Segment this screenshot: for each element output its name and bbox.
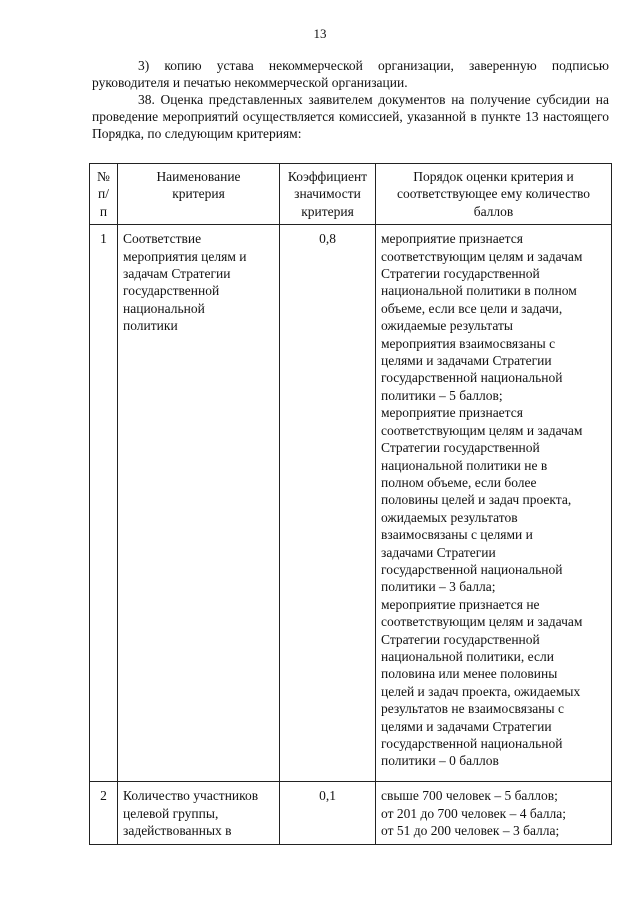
cell-desc-line: соответствующим целям и задачам	[381, 422, 583, 438]
cell-desc-line: Стратегии государственной	[381, 440, 540, 456]
cell-desc-line: мероприятие признается	[381, 405, 523, 421]
cell-desc-line: от 51 до 200 человек – 3 балла;	[381, 823, 560, 839]
cell-name-line: мероприятия целям и	[123, 248, 247, 264]
cell-desc-line: государственной национальной	[381, 561, 563, 577]
cell-desc-line: целями и задачами Стратегии	[381, 353, 552, 369]
header-num	[90, 164, 118, 225]
cell-name-line: задачам Стратегии	[123, 266, 231, 282]
cell-name	[118, 782, 280, 845]
cell-desc-line: национальной политики не в	[381, 457, 548, 473]
paragraph-38: 38. Оценка представленных заявителем документов на получение субсидии на проведение мероприятий осуществляется комиссией, указанной в пункте 13 настоящего Порядка, по следующим критериям:	[92, 92, 609, 141]
header-desc-line: соответствующее ему количество	[396, 186, 591, 202]
cell-desc-line: свыше 700 человек – 5 баллов;	[381, 788, 558, 804]
criteria-table	[89, 163, 612, 845]
cell-name-line: целевой группы,	[123, 805, 219, 821]
cell-desc-line: половина или менее половины	[381, 666, 558, 682]
cell-desc-line: политики – 3 балла;	[381, 579, 496, 595]
cell-desc-line: политики – 5 баллов;	[381, 387, 503, 403]
cell-desc-line: полном объеме, если более	[381, 474, 537, 490]
header-name	[118, 164, 280, 225]
body-text	[92, 57, 609, 142]
table-row	[90, 225, 612, 782]
cell-desc-line: от 201 до 700 человек – 4 балла;	[381, 805, 567, 821]
cell-desc-line: национальной политики, если	[381, 648, 554, 664]
cell-name-line: Количество участников	[123, 788, 259, 804]
cell-desc-line: соответствующим целям и задачам	[381, 248, 583, 264]
header-desc-line: Порядок оценки критерия и	[413, 169, 574, 184]
cell-num: 1	[90, 225, 118, 782]
header-desc-line: баллов	[473, 203, 514, 219]
header-coef-line: Коэффициент	[287, 169, 368, 184]
cell-desc-line: взаимосвязаны с целями и	[381, 527, 533, 543]
page-number: 13	[313, 26, 327, 41]
header-desc	[376, 164, 612, 225]
cell-name-line: Соответствие	[123, 231, 202, 247]
cell-desc-line: национальной политики в полном	[381, 283, 577, 299]
table-header-row	[90, 164, 612, 225]
cell-desc	[376, 225, 612, 782]
cell-desc-line: задачами Стратегии	[381, 544, 496, 560]
cell-desc-line: ожидаемых результатов	[381, 509, 518, 525]
header-name-line: Наименование	[156, 169, 241, 184]
cell-desc-line: объеме, если все цели и задачи,	[381, 300, 563, 316]
table-row	[90, 782, 612, 845]
header-coef	[280, 164, 376, 225]
cell-desc-line: результатов не взаимосвязаны с	[381, 701, 564, 717]
cell-name	[118, 225, 280, 782]
cell-desc-line: мероприятия взаимосвязаны с	[381, 335, 556, 351]
cell-desc-line: Стратегии государственной	[381, 631, 540, 647]
cell-desc-line: ожидаемые результаты	[381, 318, 513, 334]
cell-name-line: национальной	[123, 300, 205, 316]
header-num-line: п/п	[98, 186, 109, 219]
cell-desc-line: половины целей и задач проекта,	[381, 492, 572, 508]
cell-name-line: политики	[123, 318, 178, 334]
cell-coef: 0,8	[280, 225, 376, 782]
cell-name-line: задействованных в	[123, 823, 232, 839]
cell-desc-line: политики – 0 баллов	[381, 753, 499, 769]
cell-desc-line: целями и задачами Стратегии	[381, 718, 552, 734]
cell-desc-line: государственной национальной	[381, 370, 563, 386]
cell-desc-line: Стратегии государственной	[381, 266, 540, 282]
cell-num: 2	[90, 782, 118, 845]
paragraph-item-3: 3) копию устава некоммерческой организации, заверенную подписью руководителя и печатью некоммерческой организации.	[92, 58, 609, 90]
cell-desc-line: целей и задач проекта, ожидаемых	[381, 683, 581, 699]
cell-desc	[376, 782, 612, 845]
cell-coef: 0,1	[280, 782, 376, 845]
header-name-line: критерия	[172, 186, 225, 202]
header-coef-line: критерия	[301, 203, 354, 219]
cell-desc-line: мероприятие признается	[381, 231, 523, 247]
cell-desc-line: мероприятие признается не	[381, 596, 540, 612]
cell-desc-line: соответствующим целям и задачам	[381, 614, 583, 630]
cell-name-line: государственной	[123, 283, 220, 299]
header-num-line: №	[97, 169, 110, 184]
header-coef-line: значимости	[294, 186, 361, 202]
cell-desc-line: государственной национальной	[381, 736, 563, 751]
